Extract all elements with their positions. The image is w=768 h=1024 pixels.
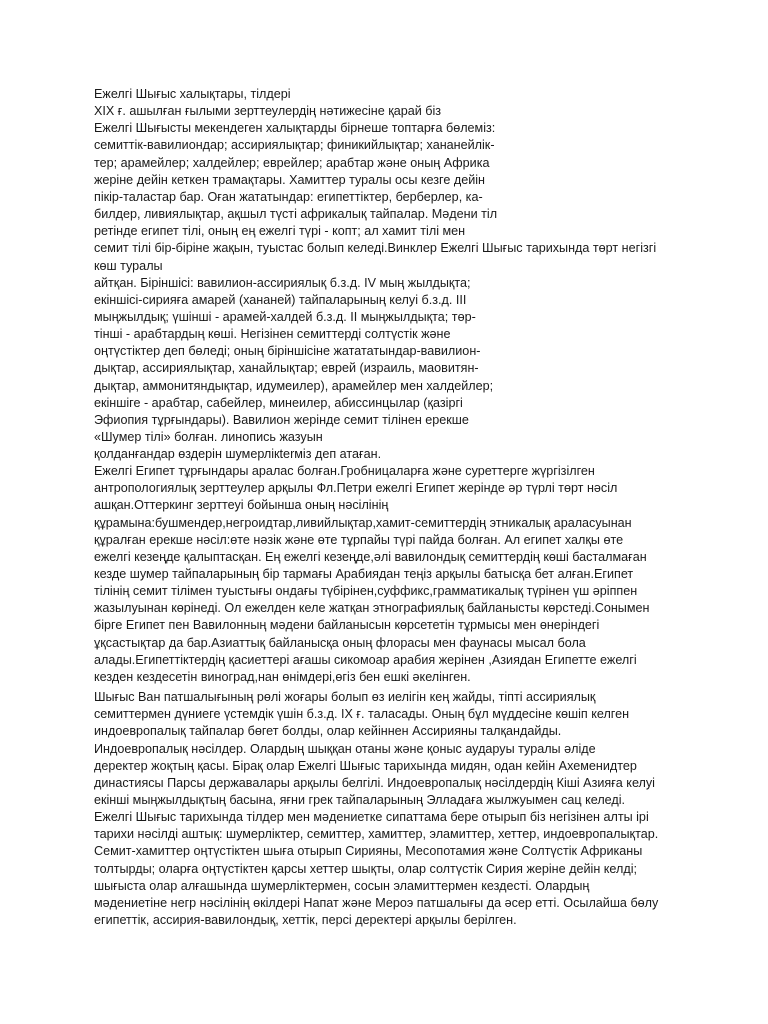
text-line: жазылуынан көрінеді. Ол ежелден келе жатқан этнографиялық байланысты көрстеді.Сонымен xyxy=(94,601,650,616)
text-line: айтқан. Біріншісі: вавилион-ассириялық б.з.д. IV мың жылдықта; xyxy=(94,275,471,290)
text-line: шығыста олар алғашында шумерліктермен, сосын эламиттермен кездесті. Олардың xyxy=(94,878,590,893)
text-line: мыңжылдық; үшінші - арамей-халдей б.з.д. II мыңжылдықта; төр- xyxy=(94,309,476,324)
text-line: семиттік-вавилиондар; ассириялықтар; финикийлықтар; хананейлік- xyxy=(94,138,495,153)
text-line: Ежелгі Египет тұрғындары аралас болған.Гробницаларға және суреттерге жүргізілген xyxy=(94,464,595,478)
text-line: ежелгі кезеңде қалыптасқан. Ең ежелгі кезеңде,әлі вавилондық семиттердің көші басталмаған xyxy=(94,549,647,564)
text-line: Ежелгі Шығысты мекендеген халықтарды бірнеше топтарға бөлеміз: xyxy=(94,121,496,136)
text-line: тер; арамейлер; халдейлер; еврейлер; арабтар және оның Африка xyxy=(94,155,490,170)
text-line: XIX ғ. ашылған ғылыми зерттеулердің нәтижесіне қарай біз xyxy=(94,104,442,119)
text-line: қолданғандар өздерін шумерлікterміз деп атаған. xyxy=(94,447,382,462)
text-line: Шығыс Ван патшалығының рөлі жоғары болып өз иелігін кең жайды, тіпті ассириялық xyxy=(94,690,596,704)
text-line: «Шумер тілі» болған. линопись жазуын xyxy=(94,430,323,444)
text-line: кезде шумер тайпаларының бір тармағы Арабиядан теңіз арқылы батысқа бет алған.Египет xyxy=(94,566,634,581)
text-line: бірге Египет пен Вавилонның мәдени байланысын көрсететін тұрмысы мен өнеріндегі xyxy=(94,618,600,633)
text-line: ретінде египет тілі, оның ең ежелгі түрі - копт; ал хамит тілі мен xyxy=(94,224,466,239)
text-line: толтырды; оларға оңтүстіктен қарсы хеттер шықты, олар солтүстік Сирия жеріне дейін келді; xyxy=(94,861,638,876)
text-line: Ежелгі Шығыс халықтары, тілдері xyxy=(94,87,291,101)
text-line: тарихи нәсілді аштық: шумерліктер, семиттер, хамиттер, эламиттер, хеттер, индоевропалықтар. xyxy=(94,827,659,842)
text-line: екіншіге - арабтар, сабейлер, минеилер, абиссинцылар (қазіргі xyxy=(94,395,463,410)
text-line: тілінің семит тілімен туыстығы ондағы түбірінен,суффикс,грамматикалық түрінен үш әріппен xyxy=(94,584,638,598)
text-line: көш туралы xyxy=(94,258,163,273)
text-line: семит тілі бір-біріне жақын, туыстас болып келеді.Винклер Ежелгі Шығыс тарихында төрт негізгі xyxy=(94,241,657,256)
text-line: кезден кездесетін виноград,нан өнімдері,өгіз бен ешкі әкелінген. xyxy=(94,669,471,684)
text-line: алады.Египеттіктердің қасиеттері ағашы сикомоар арабия жерінен ,Азиядан Египетте ежелгі xyxy=(94,652,637,667)
text-line: Семит-хамиттер оңтүстіктен шығa отырып Сирияны, Месопотамия және Солтүстік Африканы xyxy=(94,844,643,859)
text-line: тінші - арабтардың көші. Негізінен семиттерді солтүстік және xyxy=(94,327,451,342)
text-line: жеріне дейін кеткен трамақтары. Хамиттер туралы осы кезге дейін xyxy=(94,172,486,187)
text-line: династиясы Парсы державалары арқылы белгілі. Индоевропалық нәсілдердің Кіші Азияға келуі xyxy=(94,775,655,790)
text-line: Эфиопия тұрғындары). Вавилион жерінде семит тілінен ерекше xyxy=(94,412,469,427)
text-line: индоевропалық тайпалар бөгет болды, олар кейіннен Ассирияны талқандайды. xyxy=(94,724,562,739)
text-line: Индоевропалық нәсілдер. Олардың шыққан отаны және қоныс аударуы туралы әліде xyxy=(94,741,596,756)
text-line: оңтүстіктер деп бөледі; оның біріншісіне жатататындар-вавилион- xyxy=(94,344,481,359)
text-line: египеттік, ассирия-вавилондық, хеттік, персі деректері арқылы берілген. xyxy=(94,913,517,927)
text-line: екіншісі-сирияға амарей (хананей) тайпаларының келуі б.з.д. III xyxy=(94,292,467,307)
text-line: құрамына:бушмендер,негроидтар,ливийлықтар,хамит-семиттердің этникалық араласуынан xyxy=(94,515,632,530)
text-line: антропологиялық зерттеулер арқылы Фл.Петри ежелгі Египет жерінде әр түрлі төрт нәсіл xyxy=(94,481,618,496)
text-line: билдер, ливиялықтар, ақшыл түсті африкалық тайпалар. Мәдени тіл xyxy=(94,207,498,221)
text-line: дықтар, ассириялықтар, ханайлықтар; еврей (израиль, маовитян- xyxy=(94,361,479,376)
text-line: ашқан.Оттеркинг зерттеуі бойынша оның нәсілінің xyxy=(94,498,389,513)
text-line: Ежелгі Шығыс тарихында тілдер мен мәдениетке сипаттама бере отырып біз негізінен алты ірі xyxy=(94,810,649,824)
text-line: ұқсастықтар да бар.Азиаттық байланысқа оның флорасы мен фаунасы мысал бола xyxy=(94,635,586,650)
text-line: деректер жоқтың қасы. Бірақ олар Ежелгі Шығыс тарихында мидян, одан кейін Ахеменидтер xyxy=(94,758,637,773)
text-line: пікір-таластар бар. Оған жататындар: египеттіктер, берберлер, ка- xyxy=(94,189,483,204)
text-line: дықтар, аммонитяндықтар, идумеилер), арамейлер мен халдейлер; xyxy=(94,378,494,393)
text-line: құралған ерекше нәсіл:өте нәзік және өте тұрпайы түрі пайда болған. Ал египет халқы өте xyxy=(94,532,624,547)
text-line: екінші мыңжылдықтың басына, яғни грек тайпаларының Элладаға жылжуымен сац келеді. xyxy=(94,792,626,807)
text-line: мәдениетіне негр нәсілінің өкілдері Напат және Мероэ патшалығы да әсер етті. Осылайша бөлу xyxy=(94,895,659,910)
text-line: семиттермен дүниеге үстемдік үшін б.з.д. IX ғ. таласады. Оның бұл мүддесіне көшіп келген xyxy=(94,707,630,722)
